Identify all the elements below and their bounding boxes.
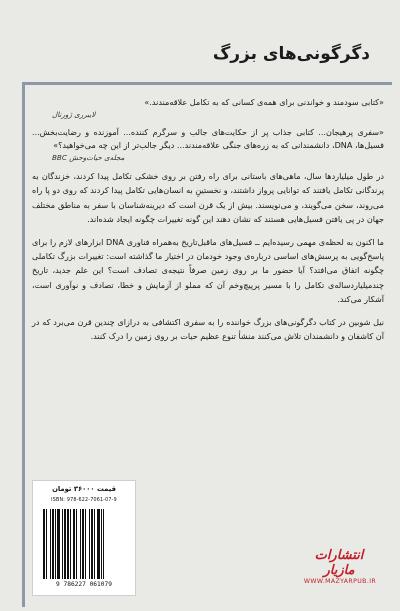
publisher-logo: انتشارات مازیار [314,548,364,578]
quote-1: «کتابی سودمند و خواندنی برای همه‌ی کسانی که به تکامل علاقه‌مندند.» [144,97,384,107]
isbn-label: ISBN: 978-622-7061-07-9 [51,498,117,503]
barcode-stripe [104,509,106,579]
quote-1-source: لایبرری ژورنال [52,110,96,119]
barcode-bars [43,509,125,579]
quote-2-source: مجله‌ی حیات‌وحش BBC [52,153,125,162]
paragraph-3: نیل شوبین در کتاب دگرگونی‌های بزرگ خواننده را به سفری اکتشافی به درازای چندین قرن می‌برد که در آن کاشفان و دانشمندان تلاش می‌کنند منشأ تنوع عظیم حیات بر روی زمین را درک کنند. [32,316,384,342]
barcode-number: 9 786227 061079 [56,581,112,588]
quote-2: «سفری پرهیجان... کتابی جذاب پر از حکایت‌های جالب و سرگرم کننده... آموزنده و رضایت‌بخش... فسیل‌ها، DNA، دانشمندانی که به زره‌های جنگی علاقه‌مندند... دیگر جالب‌تر از این چه می‌خواهید؟» [32,127,384,150]
book-title: دگرگونی‌های بزرگ [212,44,370,64]
paragraph-1: در طول میلیاردها سال، ماهی‌های باستانی برای راه رفتن بر روی خشکی تکامل پیدا کردند، خزندگان به پرندگانی تکامل یافتند که توانایی پرواز داشتند، و نخستینِ به انسان‌هایی تکامل پیدا کردند که روی دو پا راه می‌روند، سخن می‌گویند، و می‌نویسند. بیش از یک قرن است که دیرینه‌شناسان با سفر به مناطق مختلف جهان در پی یافتن فسیل‌هایی هستند که نشان دهند این گونه تغییرات چگونه ایجاد شده‌اند. [32,171,384,225]
paragraph-2: ما اکنون به لحظه‌ی مهمی رسیده‌ایم ــ فسیل‌های ماقبل‌تاریخ به‌همراه فناوری DNA ابزارهای لازم را برای پاسخ‌گویی به پرسش‌های اساسی درباره‌ی وجود خودمان در اختیار ما گذاشته است: تغییرات بزرگ تکاملی چگونه اتفاق می‌افتد؟ آیا حضور ما بر روی زمین صرفاً نتیجه‌ی تصادف است؟ این علم جدید، تاریخ چندمیلیاردساله‌ی تکامل را با مسیر پرپیچ‌وخم آن که مملو از آزمایش و خطا، تصادف و نوآوری است، آشکار می‌کند. [32,236,384,305]
publisher-url: WWW.MAZYARPUB.IR [303,578,377,585]
cover-text [32,96,384,351]
price-label: قیمت ۳۶۰۰۰ تومان [52,485,116,493]
barcode-label [32,480,136,596]
